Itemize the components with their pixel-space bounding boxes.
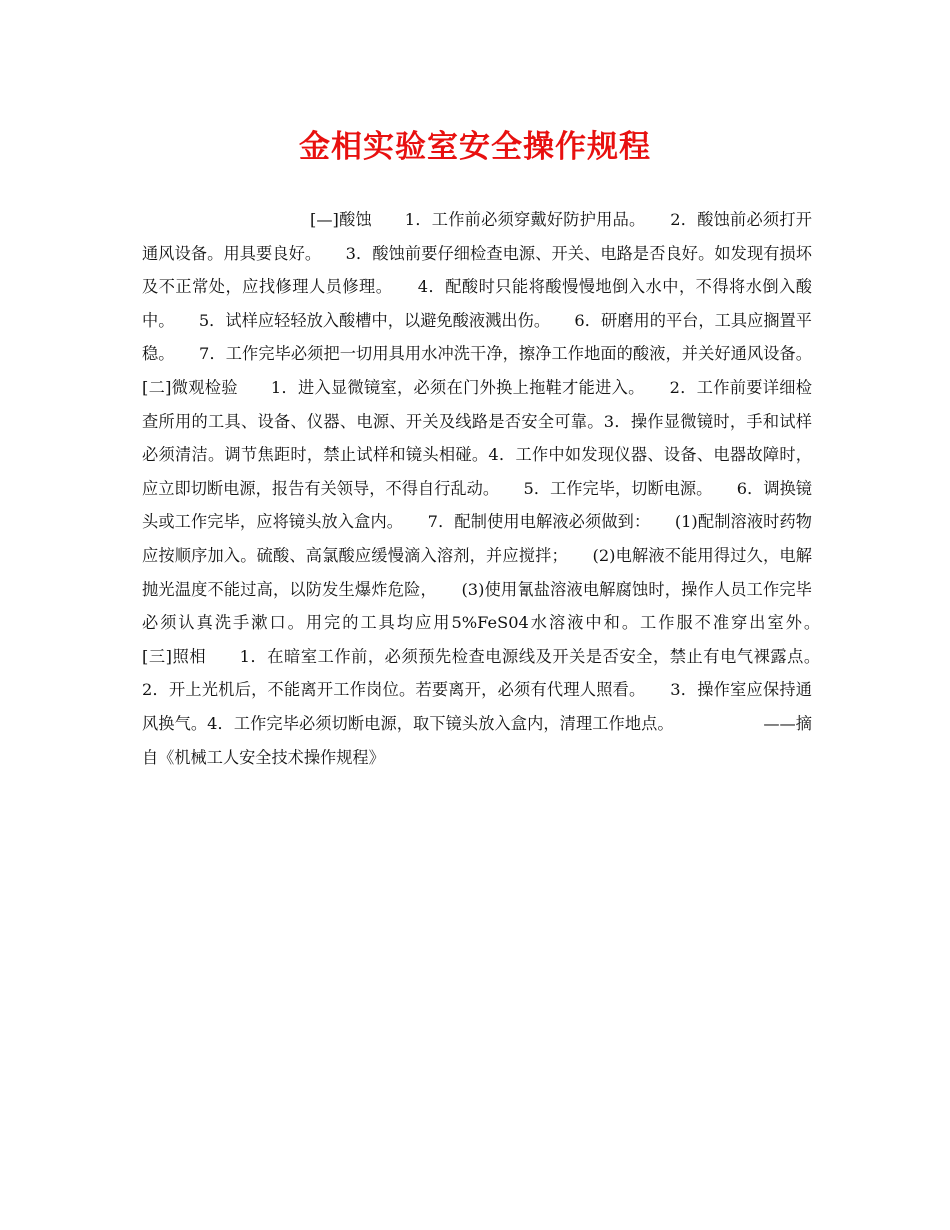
document-title: 金相实验室安全操作规程: [299, 129, 651, 165]
document-body-text: [—]酸蚀 1．工作前必须穿戴好防护用品。 2．酸蚀前必须打开通风设备。用具要良好。 3．酸蚀前要仔细检查电源、开关、电路是否良好。如发现有损坏及不正常处，应找修理人员修理。 4．配酸时只能将酸慢慢地倒入水中，不得将水倒入酸中。 5．试样应轻轻放入酸槽中，以避免酸液溅出伤。 6．研磨用的平台，工具应搁置平稳。 7．工作完毕必须把一切用具用水冲洗干净，擦净工作地面的酸液，并关好通风设备。[二]微观检验 1．进入显微镜室，必须在门外换上拖鞋才能进入。 2．工作前要详细检查所用的工具、设备、仪器、电源、开关及线路是否安全可靠。3．操作显微镜时，手和试样必须清洁。调节焦距时，禁止试样和镜头相碰。4．工作中如发现仪器、设备、电器故障时，应立即切断电源，报告有关领导，不得自行乱动。 5．工作完毕，切断电源。 6．调换镜头或工作完毕，应将镜头放入盒内。 7．配制使用电解液必须做到： (1)配制溶液时药物应按顺序加入。硫酸、高氯酸应缓慢滴入溶剂，并应搅拌； (2)电解液不能用得过久，电解抛光温度不能过高，以防发生爆炸危险， (3)使用氰盐溶液电解腐蚀时，操作人员工作完毕必须认真洗手漱口。用完的工具均应用5%FeS04水溶液中和。工作服不准穿出室外。 [三]照相 1．在暗室工作前，必须预先检查电源线及开关是否安全，禁止有电气裸露点。 2．开上光机后，不能离开工作岗位。若要离开，必须有代理人照看。 3．操作室应保持通风换气。4．工作完毕必须切断电源，取下镜头放入盒内，清理工作地点。 ——摘自《机械工人安全技术操作规程》: [142, 210, 942, 767]
